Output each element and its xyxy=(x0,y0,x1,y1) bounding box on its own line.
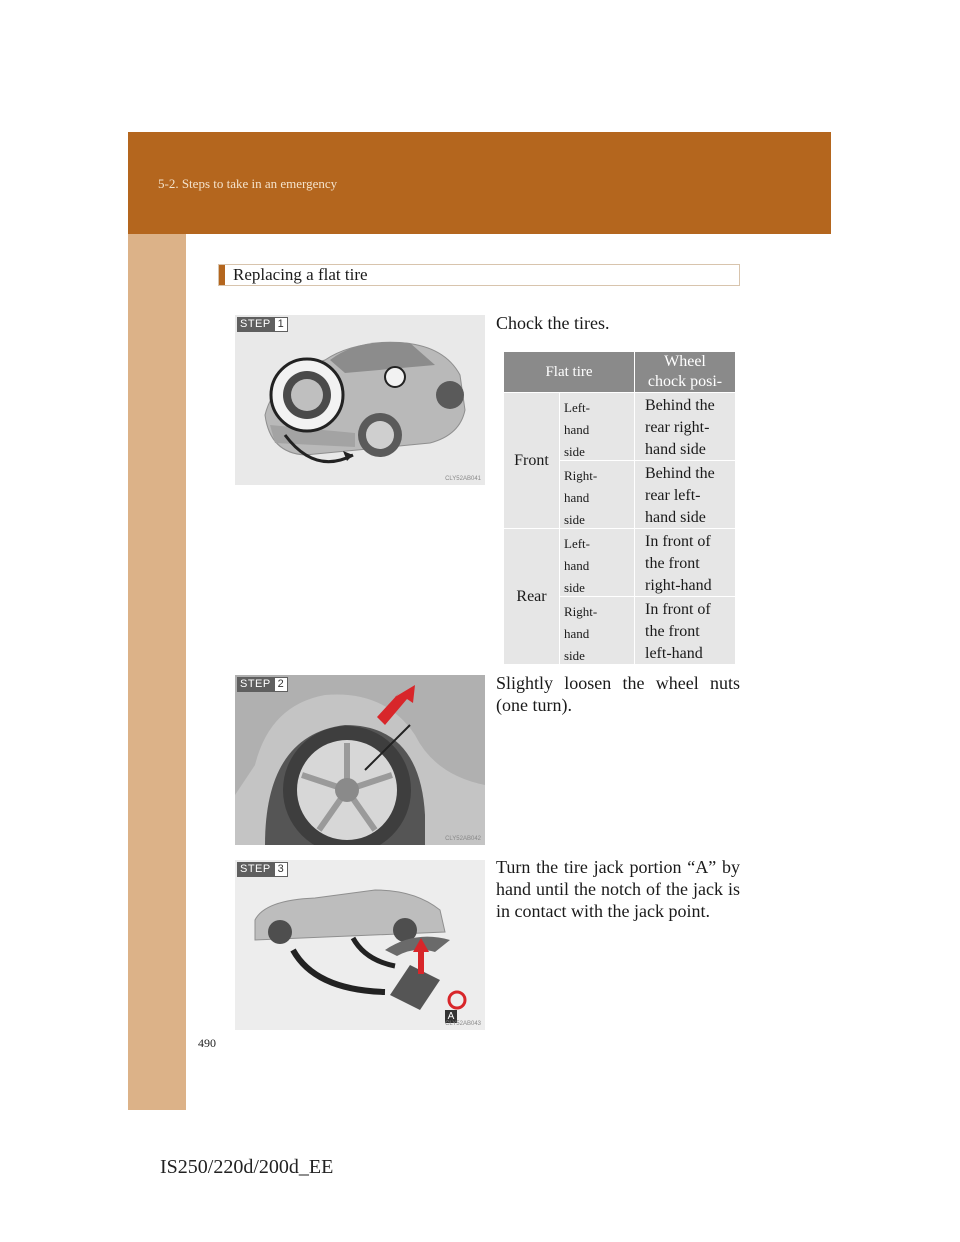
callout-a: A xyxy=(447,1011,455,1022)
step-1-illustration xyxy=(235,315,485,485)
image-code: CLY52AB041 xyxy=(445,476,481,482)
car-front-wheel-chock-image xyxy=(235,315,485,485)
section-heading xyxy=(218,264,740,286)
step-3-illustration xyxy=(235,860,485,1030)
step-label: STEP xyxy=(237,677,274,692)
side-cell: Right- hand side xyxy=(560,597,634,664)
side-strip xyxy=(128,234,186,1110)
header-wheel-chock xyxy=(635,352,735,392)
image-code: CLY52AB042 xyxy=(445,836,481,842)
step-label: STEP xyxy=(237,862,274,877)
side-cell: Left- hand side xyxy=(560,393,634,460)
page-number: 490 xyxy=(198,1036,216,1050)
wheel-chock-table xyxy=(504,352,735,663)
header-wheel-line1: Wheel xyxy=(664,353,706,370)
step-1-badge xyxy=(237,317,288,332)
heading-marker xyxy=(219,265,225,285)
step-3-text: Turn the tire jack portion “A” by hand until the notch of the jack is in contact with the jack point. xyxy=(496,857,740,921)
step-2-text: Slightly loosen the wheel nuts (one turn). xyxy=(496,673,740,715)
step-2-badge xyxy=(237,677,288,692)
image-code: CLY52AB043 xyxy=(445,1021,481,1027)
section-title: 5-2. Steps to take in an emergency xyxy=(158,176,338,191)
heading-text: Replacing a flat tire xyxy=(233,265,368,284)
side-cell: Left- hand side xyxy=(560,529,634,596)
tire-jack-image xyxy=(235,860,485,1030)
side-cell: Right- hand side xyxy=(560,461,634,528)
step-3-badge xyxy=(237,862,288,877)
step-number: 3 xyxy=(274,862,288,877)
step-label: STEP xyxy=(237,317,274,332)
step-number: 1 xyxy=(274,317,288,332)
step-1-text: Chock the tires. xyxy=(496,313,610,333)
step-2-illustration xyxy=(235,675,485,845)
step-number: 2 xyxy=(274,677,288,692)
chock-position-cell: Behind the rear right- hand side xyxy=(635,393,735,460)
position-rear: Rear xyxy=(504,529,559,664)
chock-position-cell: In front of the front right-hand xyxy=(635,529,735,596)
position-front: Front xyxy=(504,393,559,528)
chock-position-cell: In front of the front left-hand xyxy=(635,597,735,664)
chock-position-cell: Behind the rear left- hand side xyxy=(635,461,735,528)
header-wheel-line2: chock posi- xyxy=(647,373,723,390)
footer-model: IS250/220d/200d_EE xyxy=(160,1156,334,1178)
header-flat-tire: Flat tire xyxy=(504,352,634,392)
wheel-nuts-image xyxy=(235,675,485,845)
